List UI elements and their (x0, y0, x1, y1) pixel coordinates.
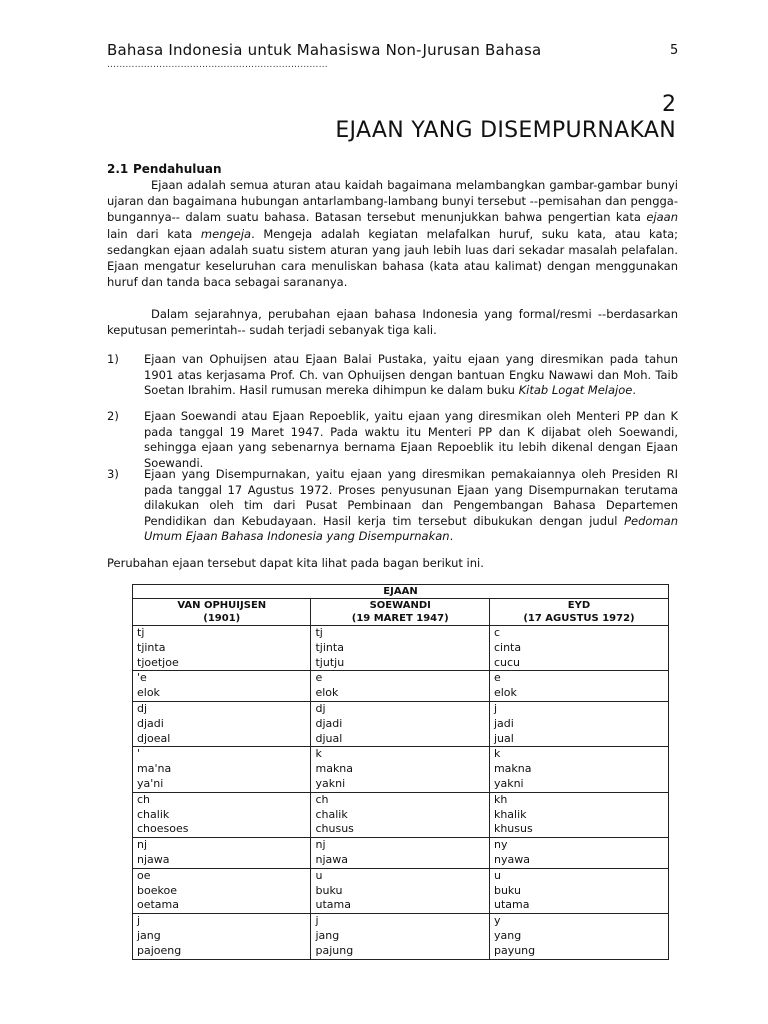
table-cell (489, 914, 668, 959)
cell-line: j (315, 914, 319, 928)
table-intro: Perubahan ejaan tersebut dapat kita lihat pada bagan berikut ini. (107, 556, 484, 570)
list-text-end: . (449, 529, 454, 543)
cell-line: dj (315, 701, 326, 715)
cell-line: k (315, 747, 322, 761)
cell-line: y (493, 914, 501, 928)
cell-line: boekoe (137, 883, 177, 897)
cell-line: tjinta (315, 640, 344, 654)
cell-line: jang (137, 928, 161, 942)
cell-line: pajoeng (137, 943, 182, 957)
table-cell (133, 671, 311, 702)
cell-line: elok (137, 686, 160, 700)
column-name: EYD (567, 600, 591, 611)
cell-line: j (493, 701, 498, 715)
section-heading (107, 162, 222, 176)
table-cell (489, 626, 668, 671)
cell-line: njawa (315, 852, 348, 866)
table-cell (489, 792, 668, 837)
cell-line: tjoetjoe (137, 655, 179, 669)
section-title: Pendahuluan (133, 162, 222, 176)
table-cell (133, 792, 311, 837)
table-row (133, 747, 669, 792)
list-number: 3) (107, 467, 119, 481)
cell-line: k (493, 747, 501, 761)
table-row (133, 671, 669, 702)
cell-line: 'e (137, 671, 147, 685)
cell-line: ch (315, 792, 329, 806)
table-cell (489, 701, 668, 746)
table-row (133, 838, 669, 869)
cell-line: khusus (493, 822, 533, 836)
cell-line: tjutju (315, 655, 345, 669)
paragraph-text: lain dari kata (107, 226, 201, 241)
cell-line: buku (315, 883, 343, 897)
cell-line: jadi (493, 716, 514, 730)
cell-line: djadi (315, 716, 343, 730)
cell-line: u (315, 868, 323, 882)
section-number: 2.1 (107, 162, 129, 176)
table-cell (311, 914, 489, 959)
cell-line: ny (493, 838, 508, 852)
paragraph-term-mengeja: mengeja (200, 226, 252, 241)
table-row (133, 914, 669, 959)
list-body (144, 467, 678, 545)
list-number: 2) (107, 409, 119, 423)
cell-line: ' (137, 747, 141, 761)
cell-line: yang (493, 928, 522, 942)
table-cell (133, 747, 311, 792)
ejaan-table (132, 584, 669, 960)
table-caption: EJAAN (133, 585, 669, 599)
list-body (144, 352, 678, 399)
book-title: Kitab Logat Melajoe (518, 383, 633, 397)
column-year: (19 MARET 1947) (351, 613, 449, 624)
cell-line: pajung (315, 943, 354, 957)
cell-line: tj (137, 626, 145, 639)
table-cell (489, 868, 668, 913)
page-number: 5 (670, 43, 679, 58)
cell-line: ch (137, 792, 151, 806)
table-cell (311, 838, 489, 869)
cell-line: e (493, 671, 501, 685)
table-cell (489, 747, 668, 792)
list-body (144, 409, 678, 471)
header-dotted-rule: ……………………………………………………………… (107, 60, 328, 70)
cell-line: makna (493, 762, 532, 776)
table-cell (133, 838, 311, 869)
header-title: Bahasa Indonesia untuk Mahasiswa Non-Jurusan Bahasa (107, 41, 542, 59)
cell-line: nyawa (493, 852, 530, 866)
cell-line: dj (137, 701, 148, 715)
cell-line: khalik (493, 807, 527, 821)
cell-line: chalik (137, 807, 170, 821)
cell-line: elok (315, 686, 339, 700)
list-item (107, 352, 678, 399)
table-row (133, 792, 669, 837)
cell-line: kh (493, 792, 508, 806)
cell-line: chusus (315, 822, 354, 836)
list-text: Ejaan Soewandi atau Ejaan Repoeblik, yaitu ejaan yang diresmikan oleh Menteri PP dan K pada tanggal 19 Maret 1947. Pada waktu itu Menteri PP dan K dijabat oleh Soewandi, sehingga ejaan yang sebenarnya bernama Ejaan Repoeblik itu lebih dikenal dengan Ejaan Soewandi. (144, 409, 678, 470)
table-cell (311, 747, 489, 792)
book-title: Pedoman Umum Ejaan Bahasa Indonesia yang Disempurnakan (144, 513, 678, 543)
list-item (107, 467, 678, 545)
cell-line: buku (493, 883, 521, 897)
paragraph-history: Dalam sejarahnya, perubahan ejaan bahasa Indonesia yang formal/resmi --berdasarkan keputusan pemerintah-- sudah terjadi sebanyak tiga kali. (107, 307, 678, 338)
cell-line: djoeal (137, 731, 171, 745)
table-body (133, 626, 669, 960)
cell-line: nj (137, 838, 148, 852)
list-number: 1) (107, 352, 119, 366)
cell-line: chalik (315, 807, 348, 821)
cell-line: j (137, 914, 141, 928)
table-row (133, 701, 669, 746)
table-cell (133, 626, 311, 671)
column-header (311, 599, 489, 626)
cell-line: yakni (493, 776, 524, 790)
cell-line: c (493, 626, 501, 639)
table-cell (311, 792, 489, 837)
cell-line: oe (137, 868, 151, 882)
paragraph-intro (107, 177, 678, 290)
cell-line: djadi (137, 716, 164, 730)
column-header (133, 599, 311, 626)
cell-line: oetama (137, 898, 180, 912)
table-row (133, 626, 669, 671)
table-cell (133, 701, 311, 746)
cell-line: e (315, 671, 323, 685)
table-cell (311, 671, 489, 702)
column-header (489, 599, 668, 626)
cell-line: cinta (493, 640, 522, 654)
cell-line: utama (493, 898, 530, 912)
chapter-number: 2 (662, 92, 676, 117)
table-row (133, 868, 669, 913)
cell-line: choesoes (137, 822, 189, 836)
cell-line: njawa (137, 852, 170, 866)
table-cell (489, 838, 668, 869)
cell-line: utama (315, 898, 351, 912)
table-cell (311, 701, 489, 746)
table-cell (489, 671, 668, 702)
cell-line: tjinta (137, 640, 166, 654)
list-text: Ejaan yang Disempurnakan, yaitu ejaan yang diresmikan pemakaiannya oleh Presiden RI pada tanggal 17 Agustus 1972. Proses penyusunan Ejaan yang Disempurnakan terutama dilakukan oleh tim dari Pusat Pembinaan dan Pengembangan Bahasa Departemen Pendidikan dan Kebudayaan. Hasil kerja tim tersebut dibukukan dengan judul (144, 467, 678, 528)
cell-line: tj (315, 626, 323, 639)
cell-line: elok (493, 686, 517, 700)
cell-line: u (493, 868, 501, 882)
cell-line: ma'na (137, 762, 172, 776)
paragraph-term-ejaan: ejaan (646, 210, 678, 225)
cell-line: ya'ni (137, 776, 164, 790)
cell-line: payung (493, 943, 536, 957)
cell-line: jang (315, 928, 340, 942)
cell-line: djual (315, 731, 343, 745)
column-name: VAN OPHUIJSEN (177, 600, 267, 611)
paragraph-text: . Mengeja adalah kegiatan melafalkan huruf, suku kata, atau kata; sedangkan ejaan adalah suatu sistem aturan yang jauh lebih luas dari sekadar masalah pelafalan. Ejaan mengatur keseluruhan cara menuliskan bahasa (kata atau kalimat) dengan menggunakan huruf dan tanda baca sebagai sarananya. (107, 226, 678, 290)
list-text-end: . (632, 383, 636, 397)
column-year: (17 AGUSTUS 1972) (523, 613, 635, 624)
list-item (107, 409, 678, 471)
chapter-title: EJAAN YANG DISEMPURNAKAN (335, 118, 676, 143)
cell-line: cucu (493, 655, 521, 669)
cell-line: makna (315, 762, 354, 776)
table-cell (133, 868, 311, 913)
list-text: Ejaan van Ophuijsen atau Ejaan Balai Pustaka, yaitu ejaan yang diresmikan pada tahun 1901 atas kerjasama Prof. Ch. van Ophuijsen dengan bantuan Engku Nawawi dan Moh. Taib Soetan Ibrahim. Hasil rumusan mereka dihimpun ke dalam buku (144, 352, 678, 397)
cell-line: jual (493, 731, 514, 745)
column-year: (1901) (203, 613, 241, 624)
table-cell (311, 868, 489, 913)
column-name: SOEWANDI (369, 600, 431, 611)
cell-line: nj (315, 838, 326, 852)
cell-line: yakni (315, 776, 346, 790)
table-cell (133, 914, 311, 959)
paragraph-text: Ejaan adalah semua aturan atau kaidah bagaimana melambangkan gambar-gambar bunyi ujaran dan bagaimana hubungan antarlambang-lambang bunyi tersebut --pemisahan dan pengga- bungannya-- dalam suatu bahasa. Batasan tersebut menunjukkan bahwa pengertian kata (107, 178, 678, 225)
table-cell (311, 626, 489, 671)
